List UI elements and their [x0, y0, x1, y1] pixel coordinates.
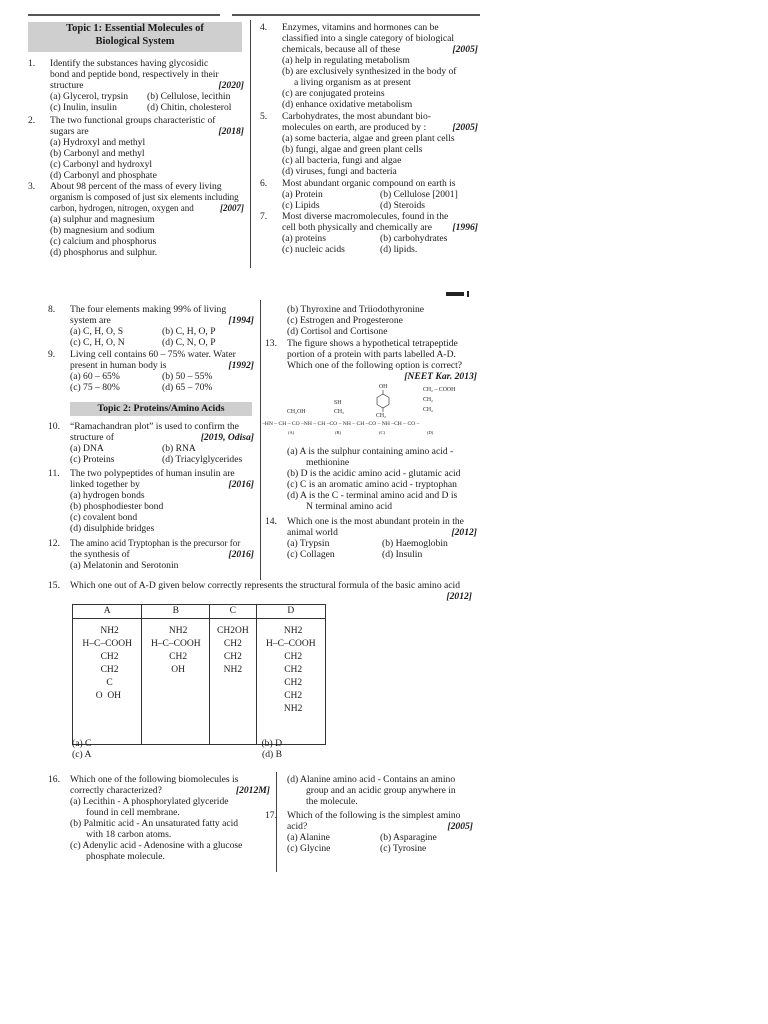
side-d-mid: CH₂ — [423, 397, 434, 403]
question-10: 10. “Ramachandran plot” is used to confirm the structure of [2019, Odisa] (a) DNA (b) RNA (c) Proteins (d) Triacylglycerides — [48, 421, 254, 465]
question-1: 1. Identify the substances having glycosidic bond and peptide bond, respectively in their structure [2020] (a) Glycerol, trypsin (b) Cellulose, lecithin (c) Inulin, insulin (d) Chitin, cholesterol — [28, 58, 244, 113]
question-17: 17. Which of the following is the simplest amino acid? [2005] (a) Alanine (b) Asparagine (c) Glycine (c) Tyrosine — [265, 810, 473, 854]
question-13: 13. The figure shows a hypothetical tetrapeptide portion of a protein with parts labelled A-D. Which one of the following option is correct? [NEET Kar. 2013] — [265, 338, 477, 382]
top-rule-right — [232, 14, 480, 16]
question-7: 7. Most diverse macromolecules, found in the cell both physically and chemically are [1996] (a) proteins (b) carbohydrates (c) nucleic acids (d) lipids. — [260, 211, 478, 255]
page-mark — [446, 292, 464, 296]
label-b: (B) — [335, 430, 341, 435]
label-c: (C) — [379, 430, 385, 435]
side-c: CH₂ — [376, 413, 387, 419]
side-b-sh: SH — [334, 400, 342, 406]
col-a: A — [73, 605, 142, 619]
label-d: (D) — [427, 430, 434, 435]
question-4: 4. Enzymes, vitamins and hormones can be classified into a single category of biological chemicals, because all of these [2005] (a) help in regulating metabolism (b) are exclusively synthesized in the body of a living organism as at present (c) are conjugated proteins (d) enhance oxidative metabolism — [260, 22, 478, 110]
question-14: 14. Which one is the most abundant protein in the animal world [2012] (a) Trypsin (b) Haemoglobin (c) Collagen (d) Insulin — [265, 516, 477, 560]
top-rule-left — [28, 14, 220, 16]
side-d-top: CH₂ – COOH — [423, 387, 456, 393]
structure-a: NH2 H–C–COOH CH2 CH2 C O OH — [82, 626, 132, 701]
side-a: CH₂OH — [287, 409, 306, 415]
page-mark-tick — [467, 291, 469, 297]
side-d-low: CH₂ — [423, 407, 434, 413]
column-divider-2 — [260, 300, 261, 580]
peptide-chain: –HN – CH – CO –NH – CH –CO – NH – CH –CO – NH –CH – CO – — [262, 421, 420, 427]
structure-c: CH2OH CH2 CH2 NH2 — [217, 626, 249, 675]
col-c: C — [210, 605, 256, 619]
question-9: 9. Living cell contains 60 – 75% water. Water present in human body is [1992] (a) 60 – 65% (b) 50 – 55% (c) 75 – 80% (d) 65 – 70% — [48, 349, 254, 393]
question-5: 5. Carbohydrates, the most abundant bio- molecules on earth, are produced by : [2005] (a) some bacteria, algae and green plant cells (b) fungi, algae and green plant cells (c) all bacteria, fungi and algae (d) viruses, fungi and bacteria — [260, 111, 478, 177]
question-15-options: (a) C (b) D (c) A (d) B — [72, 738, 282, 760]
structure-b: NH2 H–C–COOH CH2 OH — [150, 626, 201, 675]
question-16-continued: (d) Alanine amino acid - Contains an amino group and an acidic group anywhere in the molecule. — [287, 774, 456, 807]
question-3: 3. About 98 percent of the mass of every living organism is composed of just six elements including carbon, hydrogen, nitrogen, oxygen and [2007] (a) sulphur and magnesium (b) magnesium and sodium (c) calcium and phosphorus (d) phosphorus and sulphur. — [28, 181, 244, 258]
question-12: 12. The amino acid Tryptophan is the precursor for the synthesis of [2016] (a) Melatonin and Serotonin — [48, 538, 254, 571]
table-header-row — [73, 605, 326, 619]
tetrapeptide-figure — [262, 382, 478, 444]
col-b: B — [142, 605, 210, 619]
label-a: (A) — [288, 430, 295, 435]
amino-acid-table — [72, 604, 326, 745]
structure-d: NH2 H–C–COOH CH2 CH2 CH2 CH2 NH2 — [265, 626, 316, 714]
question-15: 15. Which one out of A-D given below correctly represents the structural formula of the basic amino acid [2012] — [48, 580, 472, 602]
column-divider — [250, 20, 251, 268]
side-b-ch2: CH₂ — [334, 409, 345, 415]
topic2-header: Topic 2: Proteins/Amino Acids — [70, 402, 252, 416]
topic1-header: Topic 1: Essential Molecules of Biological System — [28, 22, 242, 52]
question-16: 16. Which one of the following biomolecules is correctly characterized? [2012M] (a) Lecithin - A phosphorylated glyceride found in cell membrane. (b) Palmitic acid - An unsaturated fatty acid with 18 carbon atoms. (c) Adenylic acid - Adenosine with a glucose phosphate molecule. — [48, 774, 270, 862]
question-2: 2. The two functional groups characteristic of sugars are [2018] (a) Hydroxyl and methyl (b) Carbonyl and methyl (c) Carbonyl and hydroxyl (d) Carbonyl and phosphate — [28, 115, 244, 181]
question-12-continued: (b) Thyroxine and Triiodothyronine (c) Estrogen and Progesterone (d) Cortisol and Cortisone — [287, 304, 425, 337]
oh-label: OH — [379, 384, 388, 390]
col-d: D — [256, 605, 325, 619]
question-11: 11. The two polypeptides of human insulin are linked together by [2016] (a) hydrogen bonds (b) phosphodiester bond (c) covalent bond (d) disulphide bridges — [48, 468, 254, 534]
benzene-ring-icon — [377, 394, 389, 408]
question-13-options: (a) A is the sulphur containing amino acid - methionine (b) D is the acidic amino acid - glutamic acid (c) C is an aromatic amino acid - tryptophan (d) A is the C - terminal amino acid and D is N terminal amino acid — [287, 446, 461, 512]
table-structure-row — [73, 619, 326, 745]
question-6: 6. Most abundant organic compound on earth is (a) Protein (b) Cellulose [2001] (c) Lipids (d) Steroids — [260, 178, 458, 211]
question-8: 8. The four elements making 99% of living system are [1994] (a) C, H, O, S (b) C, H, O, P (c) C, H, O, N (d) C, N, O, P — [48, 304, 254, 348]
